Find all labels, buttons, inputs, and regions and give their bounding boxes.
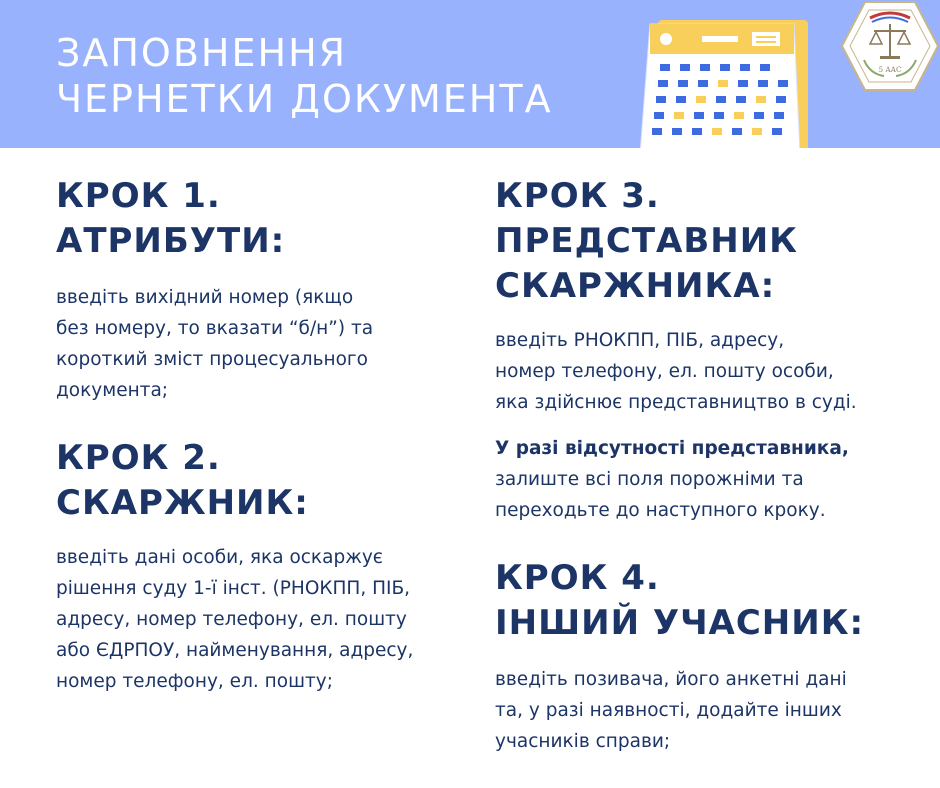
step-1-heading-line: АТРИБУТИ: xyxy=(56,221,286,261)
step-3-text-line: номер телефону, ел. пошту особи, xyxy=(495,361,834,382)
step-1-text-line: документа; xyxy=(56,380,169,401)
step-3-note-line: залиште всі поля порожніми та xyxy=(495,469,804,490)
step-2-text-line: адресу, номер телефону, ел. пошту xyxy=(56,609,407,630)
page-title-line: ЧЕРНЕТКИ ДОКУМЕНТА xyxy=(56,77,553,121)
page-title xyxy=(56,30,553,122)
step-4-heading-line: КРОК 4. xyxy=(495,558,660,598)
step-4-heading xyxy=(495,556,864,646)
step-3-note-line: переходьте до наступного кроку. xyxy=(495,500,826,521)
logo-text: 5 ААС xyxy=(878,66,902,74)
step-1-text-line: введіть вихідний номер (якщо xyxy=(56,287,354,308)
step-3-heading-line: СКАРЖНИКА: xyxy=(495,266,776,306)
step-2-heading-line: СКАРЖНИК: xyxy=(56,483,309,523)
page-title-line: ЗАПОВНЕННЯ xyxy=(56,31,348,75)
step-4-text-line: введіть позивача, його анкетні дані xyxy=(495,669,847,690)
calendar-icon xyxy=(636,14,816,148)
step-2-text-line: рішення суду 1-ї інст. (РНОКПП, ПІБ, xyxy=(56,578,411,599)
step-4-text xyxy=(495,664,847,757)
step-3-heading xyxy=(495,174,798,309)
step-3-heading-line: ПРЕДСТАВНИК xyxy=(495,221,798,261)
step-1-text-line: короткий зміст процесуального xyxy=(56,349,368,370)
step-3-note xyxy=(495,433,849,526)
step-4-text-line: та, у разі наявності, додайте інших xyxy=(495,700,842,721)
step-2-text-line: або ЄДРПОУ, найменування, адресу, xyxy=(56,640,414,661)
step-3-note-bold: У разі відсутності представника, xyxy=(495,438,849,459)
step-1-text-line: без номеру, то вказати “б/н”) та xyxy=(56,318,374,339)
step-4-text-line: учасників справи; xyxy=(495,731,671,752)
step-2-text-line: введіть дані особи, яка оскаржує xyxy=(56,547,383,568)
step-2-heading-line: КРОК 2. xyxy=(56,438,221,478)
step-4-heading-line: ІНШИЙ УЧАСНИК: xyxy=(495,603,865,643)
step-1-heading xyxy=(56,174,285,264)
step-3-heading-line: КРОК 3. xyxy=(495,176,660,216)
step-3-text xyxy=(495,325,857,418)
step-1-heading-line: КРОК 1. xyxy=(56,176,221,216)
step-2-text xyxy=(56,542,413,697)
step-3-text-line: введіть РНОКПП, ПІБ, адресу, xyxy=(495,330,785,351)
court-emblem-logo xyxy=(840,0,940,96)
step-2-text-line: номер телефону, ел. пошту; xyxy=(56,671,333,692)
step-2-heading xyxy=(56,436,309,526)
header-banner xyxy=(0,0,940,148)
step-3-text-line: яка здійснює представництво в суді. xyxy=(495,392,857,413)
step-1-text xyxy=(56,282,373,406)
